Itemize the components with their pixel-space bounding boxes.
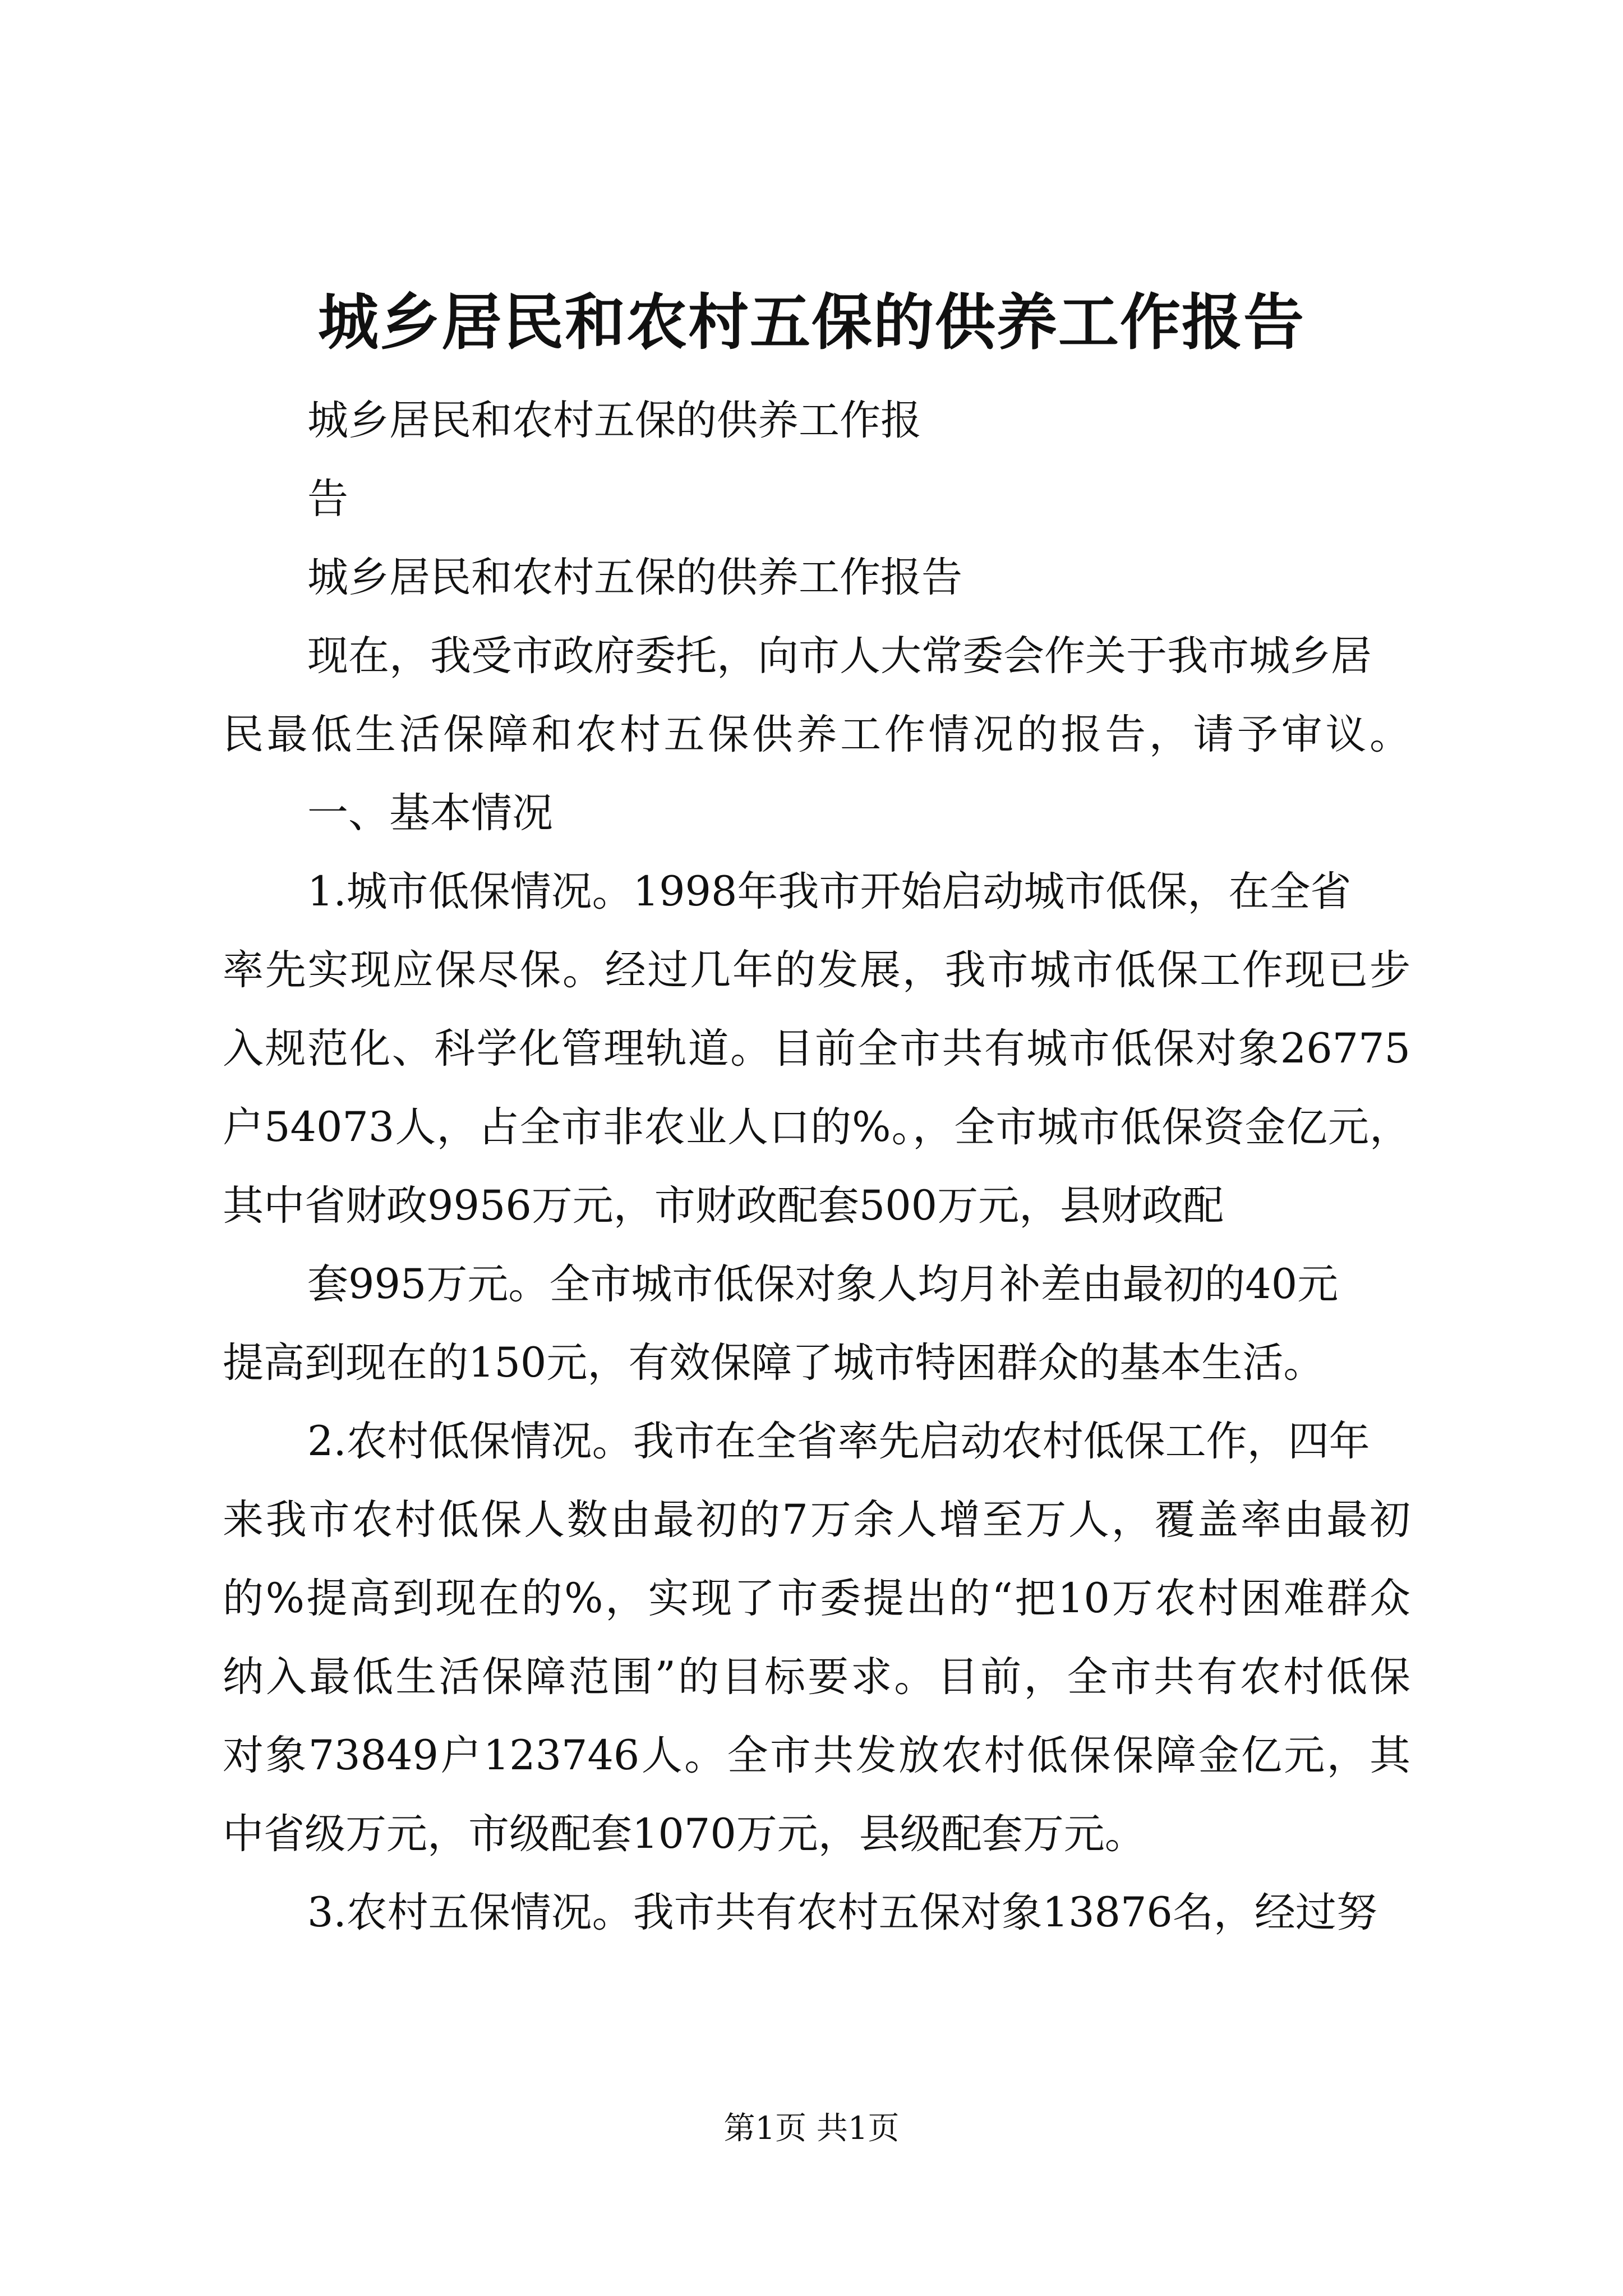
text-line: 现在，我受市政府委托，向市人大常委会作关于我市城乡居	[307, 632, 1372, 680]
text-line: 告	[307, 475, 348, 523]
section-heading: 一、基本情况	[307, 789, 553, 837]
page-indicator: 第1页 共1页	[723, 2110, 900, 2147]
text-line: 城乡居民和农村五保的供养工作报	[307, 397, 921, 444]
text-line: 户54073人，占全市非农业人口的%。，全市城市低保资金亿元，	[223, 1103, 1410, 1151]
text-line: 中省级万元，市级配套1070万元，县级配套万元。	[223, 1810, 1146, 1858]
text-line: 2.农村低保情况。我市在全省率先启动农村低保工作，四年	[307, 1418, 1370, 1465]
text-line: 套995万元。全市城市低保对象人均月补差由最初的40元	[307, 1260, 1339, 1308]
text-line: 来我市农村低保人数由最初的7万余人增至万人，覆盖率由最初	[223, 1496, 1410, 1544]
text-line: 对象73849户123746人。全市共发放农村低保保障金亿元，其	[223, 1732, 1410, 1779]
text-line: 的%提高到现在的%，实现了市委提出的“把10万农村困难群众	[223, 1575, 1410, 1622]
text-line: 3.农村五保情况。我市共有农村五保对象13876名，经过努	[307, 1889, 1377, 1936]
text-line: 1.城市低保情况。1998年我市开始启动城市低保，在全省	[307, 868, 1352, 915]
document-title: 城乡居民和农村五保的供养工作报告	[317, 287, 1305, 358]
text-line: 民最低生活保障和农村五保供养工作情况的报告，请予审议。	[223, 711, 1410, 758]
text-line: 其中省财政9956万元，市财政配套500万元，县财政配	[223, 1182, 1224, 1230]
text-line: 城乡居民和农村五保的供养工作报告	[307, 554, 962, 601]
text-line: 入规范化、科学化管理轨道。目前全市共有城市低保对象26775	[223, 1025, 1410, 1073]
text-line: 率先实现应保尽保。经过几年的发展，我市城市低保工作现已步	[223, 946, 1410, 994]
text-line: 提高到现在的150元，有效保障了城市特困群众的基本生活。	[223, 1339, 1325, 1387]
text-line: 纳入最低生活保障范围”的目标要求。目前，全市共有农村低保	[223, 1653, 1410, 1701]
